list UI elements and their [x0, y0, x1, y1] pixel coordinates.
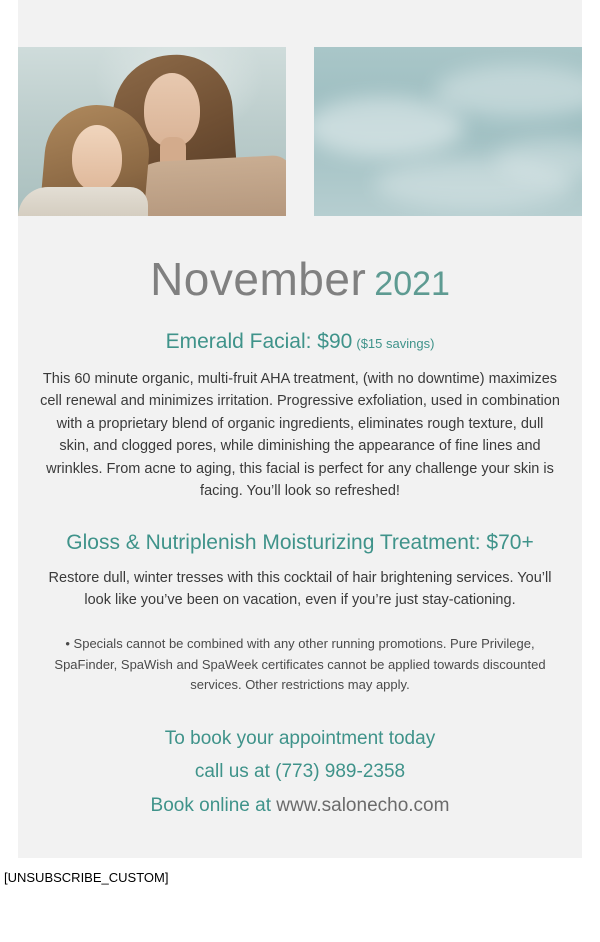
cta-website-prefix: Book online at	[150, 794, 277, 816]
decorative-shape	[18, 187, 148, 216]
month-label: November	[150, 253, 367, 305]
decorative-shape	[314, 97, 464, 157]
year-label: 2021	[374, 265, 450, 303]
month-heading	[18, 253, 582, 305]
offer-one-title-text: Emerald Facial: $90	[165, 330, 353, 353]
offer-two-description: Restore dull, winter tresses with this cocktail of hair brightening services. You’ll look like you’ve been on vacation, even if you’re just stay-cationing.	[48, 569, 552, 609]
unsubscribe-placeholder[interactable]: [UNSUBSCRIBE_CUSTOM]	[4, 870, 169, 885]
hero-image-row	[18, 0, 582, 216]
two-women-portrait-image	[18, 47, 286, 216]
decorative-shape	[72, 125, 122, 191]
offer-one-title	[18, 330, 582, 354]
cta-line-booking: To book your appointment today	[164, 728, 436, 750]
email-body	[18, 0, 582, 858]
cta-line-phone[interactable]: call us at (773) 989-2358	[194, 761, 406, 783]
website-link[interactable]: www.salonecho.com	[276, 794, 450, 816]
offer-one-description: This 60 minute organic, multi-fruit AHA treatment, (with no downtime) maximizes cell renewal and minimizes irritation. Progressive exfoliation, used in combination with a proprietary blend of organic ingredients, eliminates rough texture, dull skin, and clogged pores, while diminishing the appearance of fine lines and wrinkles. From acne to aging, this facial is perfect for any challenge your skin is facing. You’ll look so refreshed!	[40, 371, 560, 500]
offer-two-title: Gloss & Nutriplenish Moisturizing Treatment: $70+	[66, 530, 534, 554]
cta-line-website	[18, 789, 582, 822]
call-to-action-block	[18, 722, 582, 822]
decorative-shape	[144, 73, 200, 147]
decorative-shape	[434, 65, 582, 119]
fine-print-disclaimer: • Specials cannot be combined with any other running promotions. Pure Privilege, SpaFinder, SpaWish and SpaWeek certificates cannot be applied towards discounted services. Other restrictions may apply.	[54, 635, 546, 693]
offer-one-savings: ($15 savings)	[356, 336, 435, 351]
cloudy-sky-image	[314, 47, 582, 216]
